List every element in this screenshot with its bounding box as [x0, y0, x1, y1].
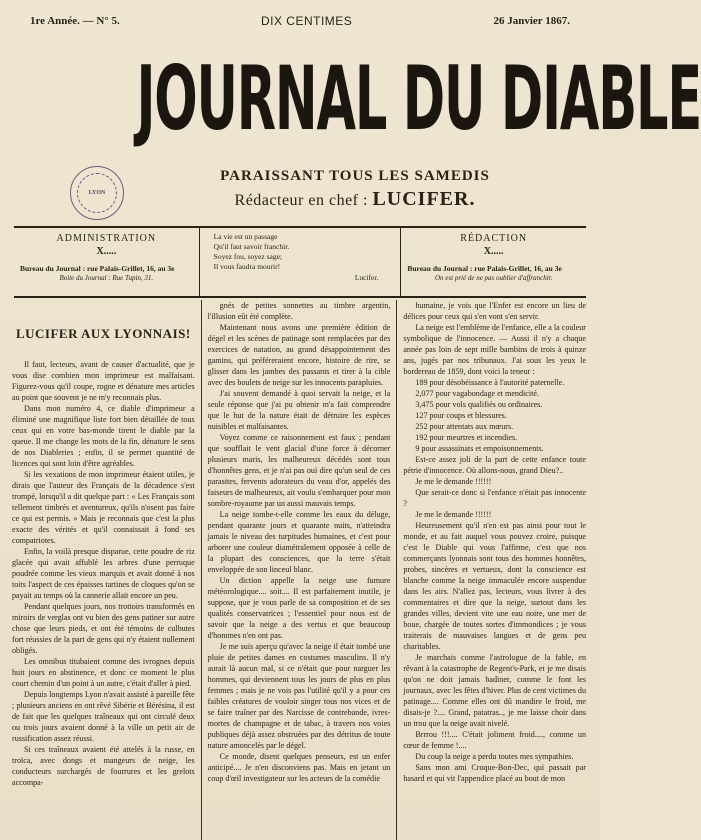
article-paragraph: 127 pour coups et blessures. — [415, 411, 507, 420]
price: DIX CENTIMES — [260, 14, 353, 28]
article-paragraph: Un diction appelle la neige une fumure météorologique.... soit.... Il est parfaitement inutile, je suppose, que je vous parle de sa composition et de ses qualités conservatrices ; l'essentiel pour nous est de savoir que la neige a des vertus et que beaucoup d'hommes n'en ont pas. — [207, 576, 391, 640]
verse-line: Il vous faudra mourir! — [213, 262, 281, 272]
article-paragraph: Je marchais comme l'astrologue de la fable, en rêvant à la catastrophe de Regent's-Park, et je me disais qu'on ne doit jamais badiner, comme le font les journaux, avec les fêtes d'hiver. Plus de cent victimes du patinage.... Comme elles ont dû mandire le froid, me disais-je ?.... Grand, patatras.., je me laisse choir dans un trou que la neige avait nivelé. — [403, 653, 587, 728]
article-paragraph: Je me le demande !!!!!! — [415, 477, 492, 486]
verse-line: Qu'il faut savoir franchir. — [213, 242, 290, 252]
article-paragraph: Brrrou !!!.... C'était joliment froid...., comme un cœur de femme !.... — [403, 730, 587, 750]
redaction-note: On est prié de ne pas oublier d'affranchir. — [434, 273, 553, 282]
article-column-2 — [201, 300, 397, 840]
article-paragraph: La neige tombe-t-elle comme les eaux du déluge, pendant quarante jours et quarante nuits, n'atteindra jamais le niveau des turpitudes humaines, et c'est pour arborer une couleur diamétralement opposée à celle de la plupart des consciences, que la terre s'était enveloppée de son linceul blanc. — [207, 510, 391, 574]
redaction-bureau: Bureau du Journal : rue Palais-Grillet, 16, au 3e — [407, 264, 562, 273]
issue-line — [30, 10, 570, 32]
article-paragraph: Dans mon numéro 4, ce diable d'imprimeur a éliminé une magnifique liste fort bien détaillée de tous ceux qui en votre bas-monde tirent le diable par la queue. Il me change les mots de la fin, dénature le sens de nos Diableries ; enfin, il se permet quantité de licences qui sont loin d'être agréables. — [12, 404, 195, 468]
article-paragraph: Je me le demande !!!!!! — [415, 510, 492, 519]
article-paragraph: Voyez comme ce raisonnement est faux ; pendant que soufflait le vent glacial d'une force à décorner plusieurs maris, les malheureux décédés sont tous d'honnêtes gens, et je n'ai pas ouï dire qu'un seul de ces parasites, fervents adorateurs du veau d'or, appelés des faiseurs de malheureux, ait voulu s'embarquer pour mon sombre-royaume par un aussi mauvais temps. — [207, 433, 391, 508]
library-stamp — [70, 166, 124, 220]
article-column-3 — [396, 300, 592, 840]
article-paragraph: 9 pour assassinats et empoisonnements. — [415, 444, 544, 453]
article-paragraph: Je me suis aperçu qu'avec la neige il était tombé une pluie de petites dames en costumes masculins. Il n'y aurait là aucun mal, si ce n'était que pour narguer les hommes, qui deviennent tous les jours de plus en plus femmes ; mais je ne vois pas l'utilité qu'il y a pour ces faibles créatures de vouloir singer tous nos vices et de se faire traîner par des Narcisse de contrebande, ivres-mortes de champagne et de tabac, à travers nos voies publiques déjà assez obstruées par des détritus de toute nature amoncelés par le dégel. — [207, 642, 391, 750]
administration-boite: Boite du Journal : Rue Tupin, 31. — [59, 273, 154, 282]
article-paragraph: 192 pour meurtres et incendies. — [415, 433, 518, 442]
administration-box — [14, 228, 199, 296]
article-paragraph: gnés de petites sonnettes au timbre argentin, l'illusion eût été complète. — [207, 301, 391, 321]
article-paragraph: 252 pour attentats aux mœurs. — [415, 422, 514, 431]
editor-name: LUCIFER. — [372, 188, 476, 210]
article-paragraph: humaine, je vois que l'Enfer est encore un lieu de délices pour ceux qui s'en vont s'en servir. — [403, 301, 587, 321]
epigraph-verse — [199, 228, 402, 296]
redaction-heading: RÉDACTION — [460, 233, 528, 244]
article-paragraph: Il faut, lecteurs, avant de causer d'actualité, que je vous dise combien mon imprimeur est malfaisant. Figurez-vous qu'il coupe, rogne et dénature mes articles au point que souvent je ne m'y reconnais plus. — [12, 360, 195, 402]
verse-line: La vie est un passage — [213, 232, 278, 241]
article-paragraph: Enfin, la voilà presque disparue, cette poudre de riz glacée qui avait affublé les arbres d'une perruque poudrée comme les vieux marquis et avait donné à nos toits l'aspect de ces épaisses tartines de cloques qu'on se payait au temps où la cannerie allait encore un peu. — [12, 547, 195, 600]
issue-date: 26 Janvier 1867. — [493, 15, 570, 27]
article-paragraph: 189 pour désobéissance à l'autorité paternelle. — [415, 378, 565, 387]
article-paragraph: Si ces traîneaux avaient été attelés à la russe, en troïca, avec dongs et mangeurs de neige, les conducteurs surchargés de fourrures et les grelots accompa- — [12, 745, 195, 787]
administration-heading: ADMINISTRATION — [56, 233, 157, 244]
verse-signature: Lucifer. — [354, 272, 379, 282]
article-title: LUCIFER AUX LYONNAIS! — [15, 326, 191, 341]
info-bar — [14, 226, 586, 298]
editor-label: Rédacteur en chef : — [234, 192, 368, 209]
redaction-box — [401, 228, 586, 296]
article-paragraph: Du coup la neige a perdu toutes mes sympathies. — [415, 752, 574, 761]
article-paragraph: Si les vexations de mon imprimeur étaient utiles, je dirais que l'auteur des Français de la décadence s'est trompé, lorsqu'il a dit quelque part : « Les Français sont tellement timbrés et aventureux, qu'ils n'osent pas faire ce qui est permis. » Mais je reconnais que c'est la plus exacte des vérités et qu'il connaissait à fond ses compatriotes. — [12, 470, 195, 545]
article-paragraph: J'ai souvent demandé à quoi servait la neige, et la seule réponse que j'ai pu obtenir m'a fait comprendre que le but de la nature était de détruire les espèces nuisibles et malfaisantes. — [207, 389, 391, 431]
verse-line: Soyez fou, soyez sage; — [213, 252, 282, 262]
article-paragraph: Sans mon ami Croque-Bon-Dec, qui passait par hasard et qui vit l'appendice placé au bout de mon — [403, 763, 587, 783]
article-paragraph: 3,475 pour vols qualifiés ou ordinaires. — [415, 400, 543, 409]
article-paragraph: Pendant quelques jours, nos trottoirs transformés en miroirs de verglas ont vu bien des gens patiner sur autre chose que leurs pieds, et ont été témoins de culbutes fort réussies de la part de gens qui n'y étaient nullement obligés. — [12, 602, 195, 655]
article-paragraph: La neige est l'emblème de l'enfance, elle a la couleur symbolique de l'innocence. — Aussi il n'y a chaque année pas loin de sept mille bambins de trois à quinze ans, jugés par nos tribunaux. J'ai sous les yeux le bordereau de 1859, dont voici la teneur : — [403, 323, 587, 376]
administration-placeholder: X..... — [96, 246, 117, 257]
article-paragraph: Heureusement qu'il n'en est pas ainsi pour tout le monde, et au fait auquel vous pouvez croire, puisque c'est le Diable qui vous l'affirme, c'est que nos commerçants lyonnais sont tous des hommes honnêtes, probes, sincères et vertueux, dont la conscience est blanche comme la neige immaculée encore suspendue dans les airs. N'allez pas, lecteurs, vous livrer à des commentaires et dire que la neige, surtout dans les grandes villes, devient vite une eau noire, une mer de boue, chargée de toutes sortes d'immondices ; je vous traiterais de mauvaises langues et de gens peu charitables. — [403, 521, 587, 651]
article-paragraph: Que serait-ce donc si l'enfance n'était pas innocente ? — [403, 488, 587, 508]
redaction-placeholder: X..... — [483, 246, 504, 257]
stamp-text: LYON — [77, 173, 117, 213]
article-paragraph: Depuis longtemps Lyon n'avait assisté à pareille fête ; plusieurs anciens en ont rêvé Sibérie et Bérésina, il est de fait que les quelques traîneaux qui ont circulé deux ou trois jours avaient donné à la ville un petit air de russification assez réussi. — [12, 690, 195, 743]
masthead-subtitle: PARAISSANT TOUS LES SAMEDIS — [220, 168, 490, 184]
issue-number: 1re Année. — N° 5. — [30, 15, 120, 27]
article-columns — [6, 300, 592, 840]
article-column-1 — [6, 300, 201, 840]
article-paragraph: 2,077 pour vagabondage et mendicité. — [415, 389, 539, 398]
editor-line — [140, 188, 570, 211]
article-paragraph: Ce monde, disent quelques penseurs, est un enfer anticipé.... Je n'en disconviens pas. Mais en jetant un coup d'œil investigateur sur les acteurs de la comédie — [207, 752, 391, 783]
administration-bureau: Bureau du Journal : rue Palais-Grillet, 16, au 3e — [20, 264, 175, 273]
article-paragraph: Est-ce assez joli de la part de cette enfance toute pétrie d'innocence. Où allons-nous, grand Dieu?.. — [403, 455, 587, 475]
article-paragraph: Maintenant nous avons une première édition de dégel et les scènes de patinage sont remplacées par des exercices de natation, au grand désappointement des gamins, qui préféreraient encore, histoire de rire, se glisser dans les jambes des passants et tirer à la cible avec des boulets de neige sur les innocents parapluies. — [207, 323, 391, 387]
masthead-title: JOURNAL DU DIABLE — [136, 47, 701, 150]
article-paragraph: Les omnibus titubaient comme des ivrognes depuis huit jours en abstinence, et donc ce moment le plus court chemin d'un point à un autre, c'était d'aller à pied. — [12, 657, 195, 688]
